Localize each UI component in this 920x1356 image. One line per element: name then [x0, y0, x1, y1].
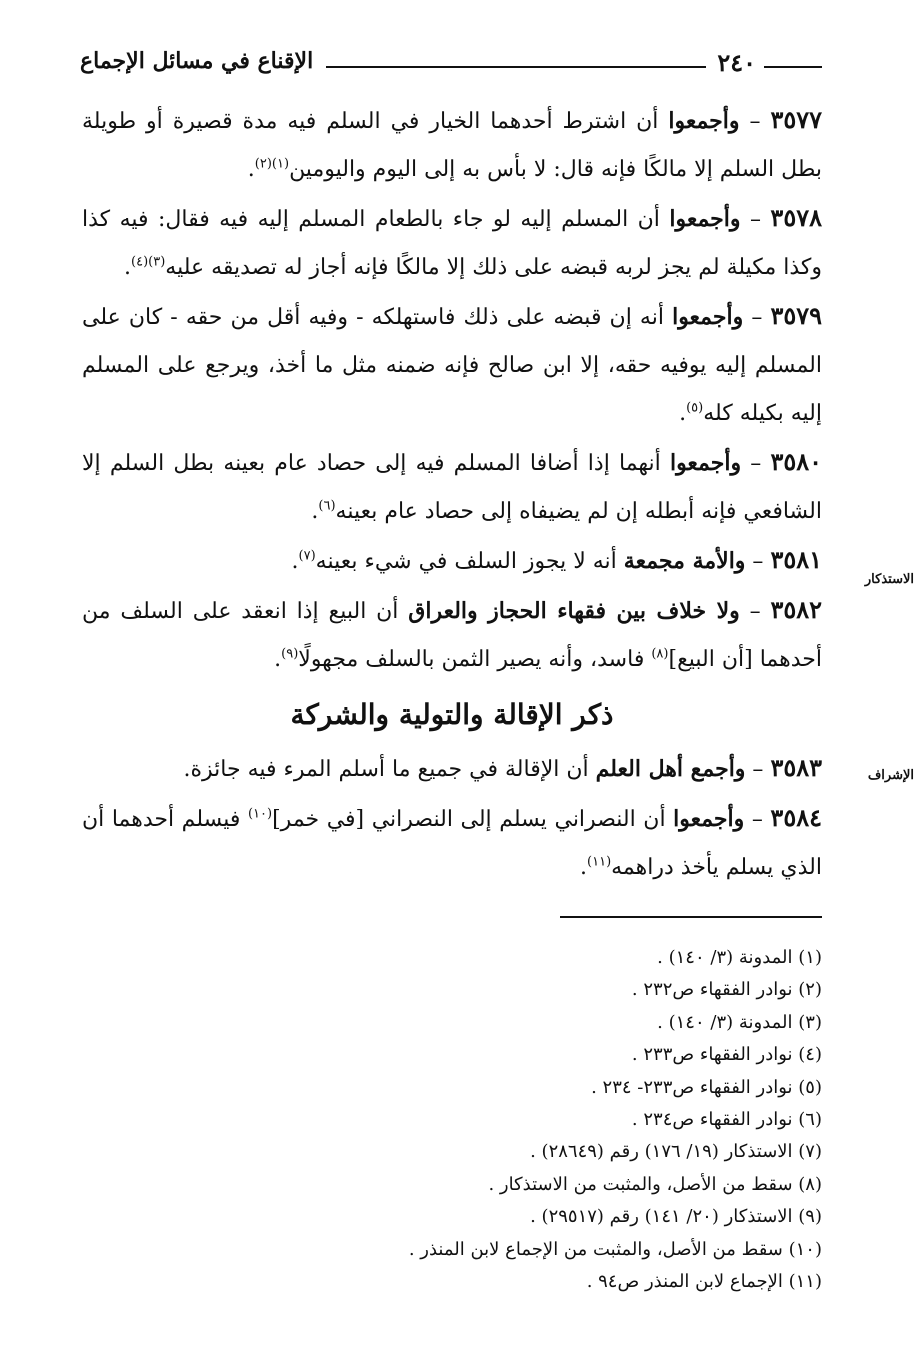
footnote-7: (٧) الاستذكار (١٩/ ١٧٦) رقم (٢٨٦٤٩) . — [530, 1141, 822, 1163]
paragraph-3581: ٣٥٨١ – والأمة مجمعة أنه لا يجوز السلف في شيء بعينه$^{(٧)}$. — [291, 545, 822, 574]
section-heading: ذكر الإقالة والتولية والشركة — [290, 698, 614, 731]
paragraph-number: ٣٥٨٠ — [770, 447, 822, 476]
paragraph-number: ٣٥٨٤ — [770, 803, 822, 832]
footnote-ref: (٦) — [318, 498, 336, 514]
footnote-ref: (٣)(٤) — [131, 254, 166, 270]
paragraph-lead: وأجمعوا — [673, 806, 745, 832]
paragraph-3578: ٣٥٧٨ – وأجمعوا أن المسلم إليه لو جاء بالطعام المسلم إليه فيه فقال: فيه كذا وكذا مكيلة لم يجز لربه قبضه على ذلك إلا مالكًا فإنه أجاز له تصديقه عليه$^{(٣)(٤)}$. — [82, 203, 822, 280]
paragraph-end: . — [679, 401, 687, 426]
paragraph-number: ٣٥٧٩ — [770, 301, 822, 330]
page-number: ٢٤٠ — [717, 48, 756, 77]
paragraph-lead: وأجمعوا — [672, 304, 744, 330]
paragraph-3577: ٣٥٧٧ – وأجمعوا أن اشترط أحدهما الخيار في السلم فيه مدة قصيرة أو طويلة بطل السلم إلا مالكًا فإنه قال: لا بأس به إلى اليوم واليومين$^{(١)(٢)}$. — [82, 105, 822, 182]
footnote-2: (٢) نوادر الفقهاء ص٢٣٢ . — [631, 979, 822, 1001]
paragraph-end: . — [274, 647, 282, 672]
footnote-ref: (٩) — [281, 646, 299, 662]
paragraph-3580: ٣٥٨٠ – وأجمعوا أنهما إذا أضافا المسلم فيه إلى حصاد عام بعينه بطل السلم إلا الشافعي فإنه أبطله إن لم يضيفاه إلى حصاد عام بعينه$^{(٦)}$. — [82, 447, 822, 524]
footnote-5: (٥) نوادر الفقهاء ص٢٣٣- ٢٣٤ . — [591, 1076, 822, 1098]
paragraph-text-continued: فاسد، وأنه يصير الثمن بالسلف مجهولًا — [298, 647, 652, 672]
paragraph-text: أن المسلم إليه لو جاء بالطعام المسلم إليه فيه فقال: فيه كذا وكذا مكيلة لم يجز لربه قبضه على ذلك إلا مالكًا فإنه أجاز له تصديقه عليه — [82, 207, 822, 280]
footnote-ref: (٥) — [686, 400, 704, 416]
footnote-6: (٦) نوادر الفقهاء ص٢٣٤ . — [631, 1109, 822, 1131]
footnote-ref: (٧) — [298, 548, 316, 564]
footnote-separator — [560, 916, 822, 918]
header-rule-middle — [326, 66, 706, 68]
paragraph-number: ٣٥٧٧ — [770, 105, 822, 134]
page-header — [80, 44, 822, 92]
paragraph-3583: ٣٥٨٣ – وأجمع أهل العلم أن الإقالة في جميع ما أسلم المرء فيه جائزة. — [183, 753, 822, 782]
footnote-4: (٤) نوادر الفقهاء ص٢٣٣ . — [631, 1044, 822, 1066]
paragraph-text-continued: فيسلم أحدهما أن الذي يسلم يأخذ دراهمه — [82, 807, 822, 880]
paragraph-lead: ولا خلاف بين فقهاء الحجاز والعراق — [408, 598, 740, 624]
paragraph-text: أن البيع إذا انعقد على السلف من أحدهما [أن البيع] — [82, 599, 822, 672]
paragraph-3584: ٣٥٨٤ – وأجمعوا أن النصراني يسلم إلى النصراني [في خمر]$^{(١٠)}$ فيسلم أحدهما أن الذي يسلم يأخذ دراهمه$^{(١١)}$. — [82, 803, 822, 880]
paragraph-end: . — [291, 549, 299, 574]
header-rule-right — [764, 66, 822, 68]
paragraph-text: أنهما إذا أضافا المسلم فيه إلى حصاد عام بعينه بطل السلم إلا الشافعي فإنه أبطله إن لم يضيفاه إلى حصاد عام بعينه — [82, 451, 822, 524]
paragraph-number: ٣٥٨٣ — [770, 753, 822, 782]
paragraph-text: أنه لا يجوز السلف في شيء بعينه — [315, 549, 624, 574]
paragraph-number: ٣٥٧٨ — [770, 203, 822, 232]
paragraph-3579: ٣٥٧٩ – وأجمعوا أنه إن قبضه على ذلك فاستهلكه - وفيه أقل من حقه - كان على المسلم إليه يوفيه حقه، إلا ابن صالح فإنه ضمنه مثل ما أخذ، ويرجع على المسلم إليه بكيله كله$^{(٥)}$. — [82, 301, 822, 426]
paragraph-lead: وأجمع أهل العلم — [595, 756, 746, 782]
footnote-11: (١١) الإجماع لابن المنذر ص٩٤ . — [586, 1271, 822, 1293]
footnotes — [82, 942, 822, 1298]
paragraph-lead: وأجمعوا — [669, 206, 741, 232]
paragraph-number: ٣٥٨٢ — [770, 595, 822, 624]
footnote-9: (٩) الاستذكار (٢٠/ ١٤١) رقم (٢٩٥١٧) . — [530, 1206, 822, 1228]
paragraph-text: أن اشترط أحدهما الخيار في السلم فيه مدة قصيرة أو طويلة بطل السلم إلا مالكًا فإنه قال: لا بأس به إلى اليوم واليومين — [82, 109, 822, 182]
paragraph-3582: ٣٥٨٢ – ولا خلاف بين فقهاء الحجاز والعراق أن البيع إذا انعقد على السلف من أحدهما [أن البيع]$^{(٨)}$ فاسد، وأنه يصير الثمن بالسلف مجهولًا$^{(٩)}$. — [82, 595, 822, 672]
paragraph-lead: وأجمعوا — [668, 108, 740, 134]
paragraph-text: أن الإقالة في جميع ما أسلم المرء فيه جائزة — [190, 757, 596, 782]
paragraph-lead: وأجمعوا — [669, 450, 742, 476]
footnote-ref: (١)(٢) — [254, 156, 290, 172]
footnote-1: (١) المدونة (٣/ ١٤٠) . — [657, 947, 822, 968]
paragraph-text: أن النصراني يسلم إلى النصراني [في خمر] — [272, 807, 674, 832]
paragraph-end: . — [183, 757, 191, 782]
footnote-3: (٣) المدونة (٣/ ١٤٠) . — [657, 1011, 822, 1033]
paragraph-text: أنه إن قبضه على ذلك فاستهلكه - وفيه أقل من حقه - كان على المسلم إليه يوفيه حقه، إلا ابن صالح فإنه ضمنه مثل ما أخذ، ويرجع على المسلم إليه بكيله كله — [82, 305, 822, 426]
footnote-10: (١٠) سقط من الأصل، والمثبت من الإجماع لابن المنذر . — [408, 1238, 822, 1260]
margin-note-ishraf: الإشراف — [867, 768, 914, 783]
paragraph-end: . — [247, 157, 255, 182]
footnote-ref: (١١) — [587, 854, 612, 870]
footnote-ref: (٨) — [651, 646, 669, 662]
paragraph-number: ٣٥٨١ — [770, 545, 822, 574]
paragraph-lead: والأمة مجمعة — [623, 548, 746, 574]
footnote-ref: (١٠) — [247, 806, 273, 822]
paragraph-end: . — [311, 499, 319, 524]
margin-note-istidhkar: الاستذكار — [864, 572, 914, 587]
footnote-8: (٨) سقط من الأصل، والمثبت من الاستذكار . — [488, 1173, 822, 1195]
main-text — [82, 96, 822, 892]
book-title: الإقناع في مسائل الإجماع — [80, 48, 314, 74]
paragraph-end: . — [124, 255, 131, 280]
paragraph-end: . — [580, 855, 588, 880]
